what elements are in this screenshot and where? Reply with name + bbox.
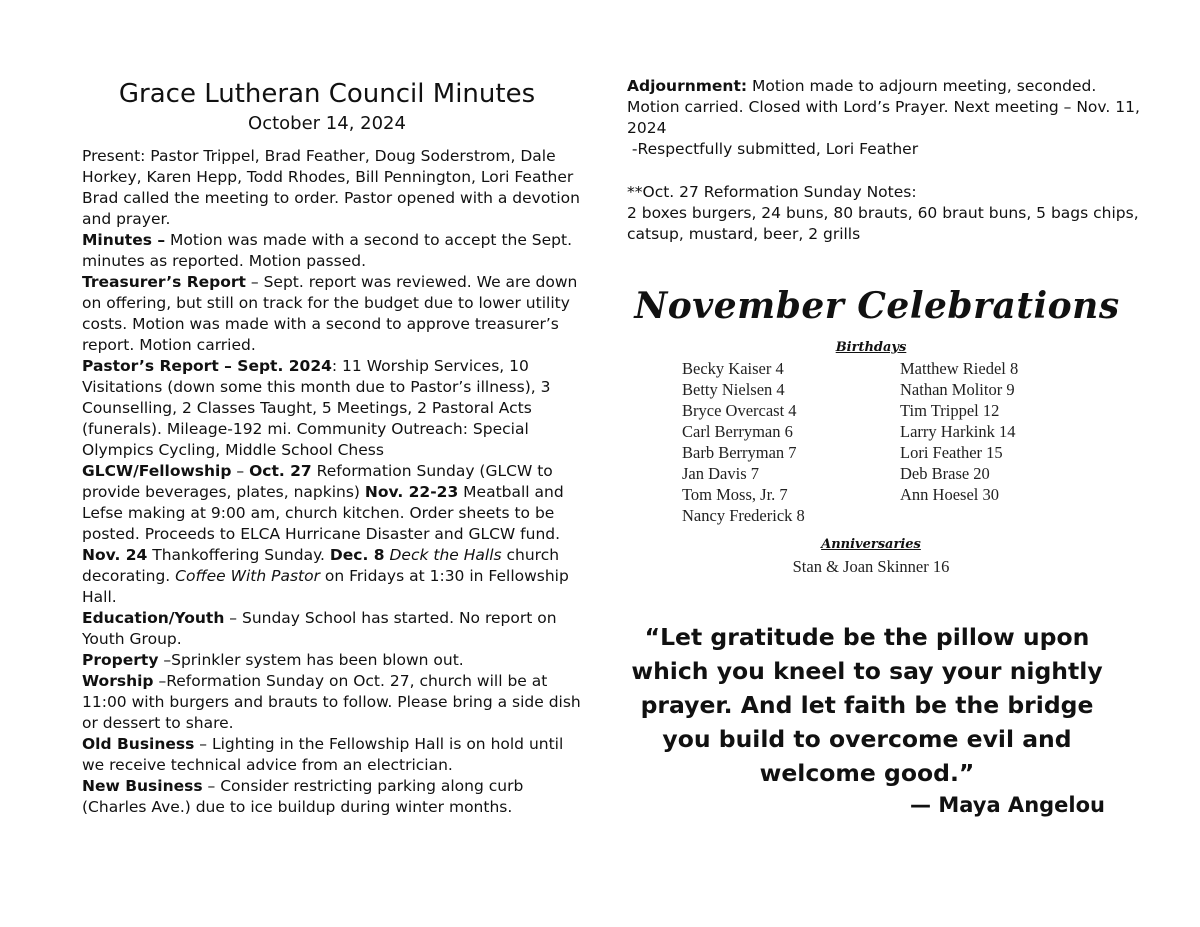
minutes-date: October 14, 2024 [248,113,406,134]
glcw-dash: – [231,462,250,480]
minutes-body [82,146,585,818]
worship-text: –Reformation Sunday on Oct. 27, church will be at 11:00 with burgers and brauts to follow. Please bring a side dish or dessert to share. [82,672,581,732]
property-label: Property [82,651,159,669]
old-business-label: Old Business [82,735,195,753]
birthday-item: Nancy Frederick 8 [682,506,805,525]
notes-items: 2 boxes burgers, 24 buns, 80 brauts, 60 braut buns, 5 bags chips, catsup, mustard, beer, 2 grills [627,204,1139,243]
new-business-label: New Business [82,777,203,795]
birthday-item: Ann Hoesel 30 [900,485,999,504]
anniversary-item: Stan & Joan Skinner 16 [792,557,950,576]
glcw-date-nov24: Nov. 24 [82,546,148,564]
worship-section [82,671,582,734]
pastor-text: : 11 Worship Services, 10 Visitations (down some this month due to Pastor’s illness), 3 Counselling, 2 Classes Taught, 5 Meetings, 2 Pastoral Acts (funerals). Mileage-192 mi. Community Outreach: Special Olympics Cycling, Middle School Chess [82,357,551,459]
birthday-item: Jan Davis 7 [682,464,759,483]
birthday-item: Larry Harkink 14 [900,422,1016,441]
reformation-notes [627,182,1147,245]
glcw-coffee-pastor: Coffee With Pastor [175,567,320,585]
glcw-section [82,461,585,608]
pastor-label: Pastor’s Report – Sept. 2024 [82,357,332,375]
glcw-text-1: Reformation Sunday (GLCW to provide beverages, plates, napkins) [82,462,553,501]
old-business-section [82,734,582,776]
birthday-item: Carl Berryman 6 [682,422,793,441]
glcw-label: GLCW/Fellowship [82,462,232,480]
birthday-item: Becky Kaiser 4 [682,359,784,378]
glcw-text-5: on Fridays at 1:30 in Fellowship Hall. [82,567,569,606]
birthday-item: Tim Trippel 12 [900,401,1000,420]
opening-text: Brad called the meeting to order. Pastor opened with a devotion and prayer. [82,189,580,228]
submitted-by: -Respectfully submitted, Lori Feather [627,140,919,158]
notes-heading: **Oct. 27 Reformation Sunday Notes: [627,183,917,201]
quote-author: — Maya Angelou [910,793,1105,817]
glcw-date-nov22: Nov. 22-23 [364,483,459,501]
birthday-item: Bryce Overcast 4 [682,401,797,420]
birthday-item: Betty Nielsen 4 [682,380,785,399]
minutes-title: Grace Lutheran Council Minutes [118,79,536,109]
birthday-item: Matthew Riedel 8 [900,359,1019,378]
birthday-item: Nathan Molitor 9 [900,380,1015,399]
treasurer-text: – Sept. report was reviewed. We are down on offering, but still on track for the budget due to lower utility costs. Motion was made with a second to approve treasurer’s report. Motion carried. [82,273,578,354]
birthdays-list-left [682,358,805,526]
new-business-text: – Consider restricting parking along curb (Charles Ave.) due to ice buildup during winter months. [82,777,524,816]
old-business-text: – Lighting in the Fellowship Hall is on hold until we receive technical advice from an electrician. [82,735,564,774]
celebrations-title: November Celebrations [634,285,1120,327]
birthday-item: Barb Berryman 7 [682,443,797,462]
minutes-section [82,230,582,272]
birthday-item: Lori Feather 15 [900,443,1003,462]
property-text: –Sprinkler system has been blown out. [158,651,464,669]
birthday-item: Tom Moss, Jr. 7 [682,485,788,504]
birthdays-list-right [900,358,1018,505]
treasurer-section [82,272,582,356]
present-list: Present: Pastor Trippel, Brad Feather, Doug Soderstrom, Dale Horkey, Karen Hepp, Todd Rhodes, Bill Pennington, Lori Feather [82,147,574,186]
education-section [82,608,582,650]
minutes-text: Motion was made with a second to accept the Sept. minutes as reported. Motion passed. [82,231,573,270]
quote-text: “Let gratitude be the pillow upon which you kneel to say your nightly prayer. And let faith be the bridge you build to overcome evil and welcome good.” [631,623,1103,787]
education-text: – Sunday School has started. No report on Youth Group. [82,609,557,648]
adjournment-paragraph [627,76,1147,139]
worship-label: Worship [82,672,154,690]
pastor-section [82,356,582,461]
adjournment-text: Motion made to adjourn meeting, seconded. Motion carried. Closed with Lord’s Prayer. Next meeting – Nov. 11, 2024 [627,77,1140,137]
glcw-date-oct27: Oct. 27 [249,462,312,480]
glcw-text-3: Thankoffering Sunday. [147,546,330,564]
glcw-text-2: Meatball and Lefse making at 9:00 am, church kitchen. Order sheets to be posted. Proceeds to ELCA Hurricane Disaster and GLCW fund. [82,483,585,543]
adjournment-label: Adjournment: [627,77,748,95]
minutes-label: Minutes – [82,231,166,249]
property-section [82,650,582,671]
adjournment-section [627,76,1147,160]
glcw-date-dec8: Dec. 8 [329,546,385,564]
education-label: Education/Youth [82,609,225,627]
treasurer-label: Treasurer’s Report [82,273,246,291]
birthday-item: Deb Brase 20 [900,464,990,483]
birthdays-heading: Birthdays [835,340,907,355]
new-business-section [82,776,582,818]
glcw-text-4: church decorating. [82,546,560,585]
anniversaries-heading: Anniversaries [821,537,921,552]
glcw-deck-halls: Deck the Halls [384,546,502,564]
